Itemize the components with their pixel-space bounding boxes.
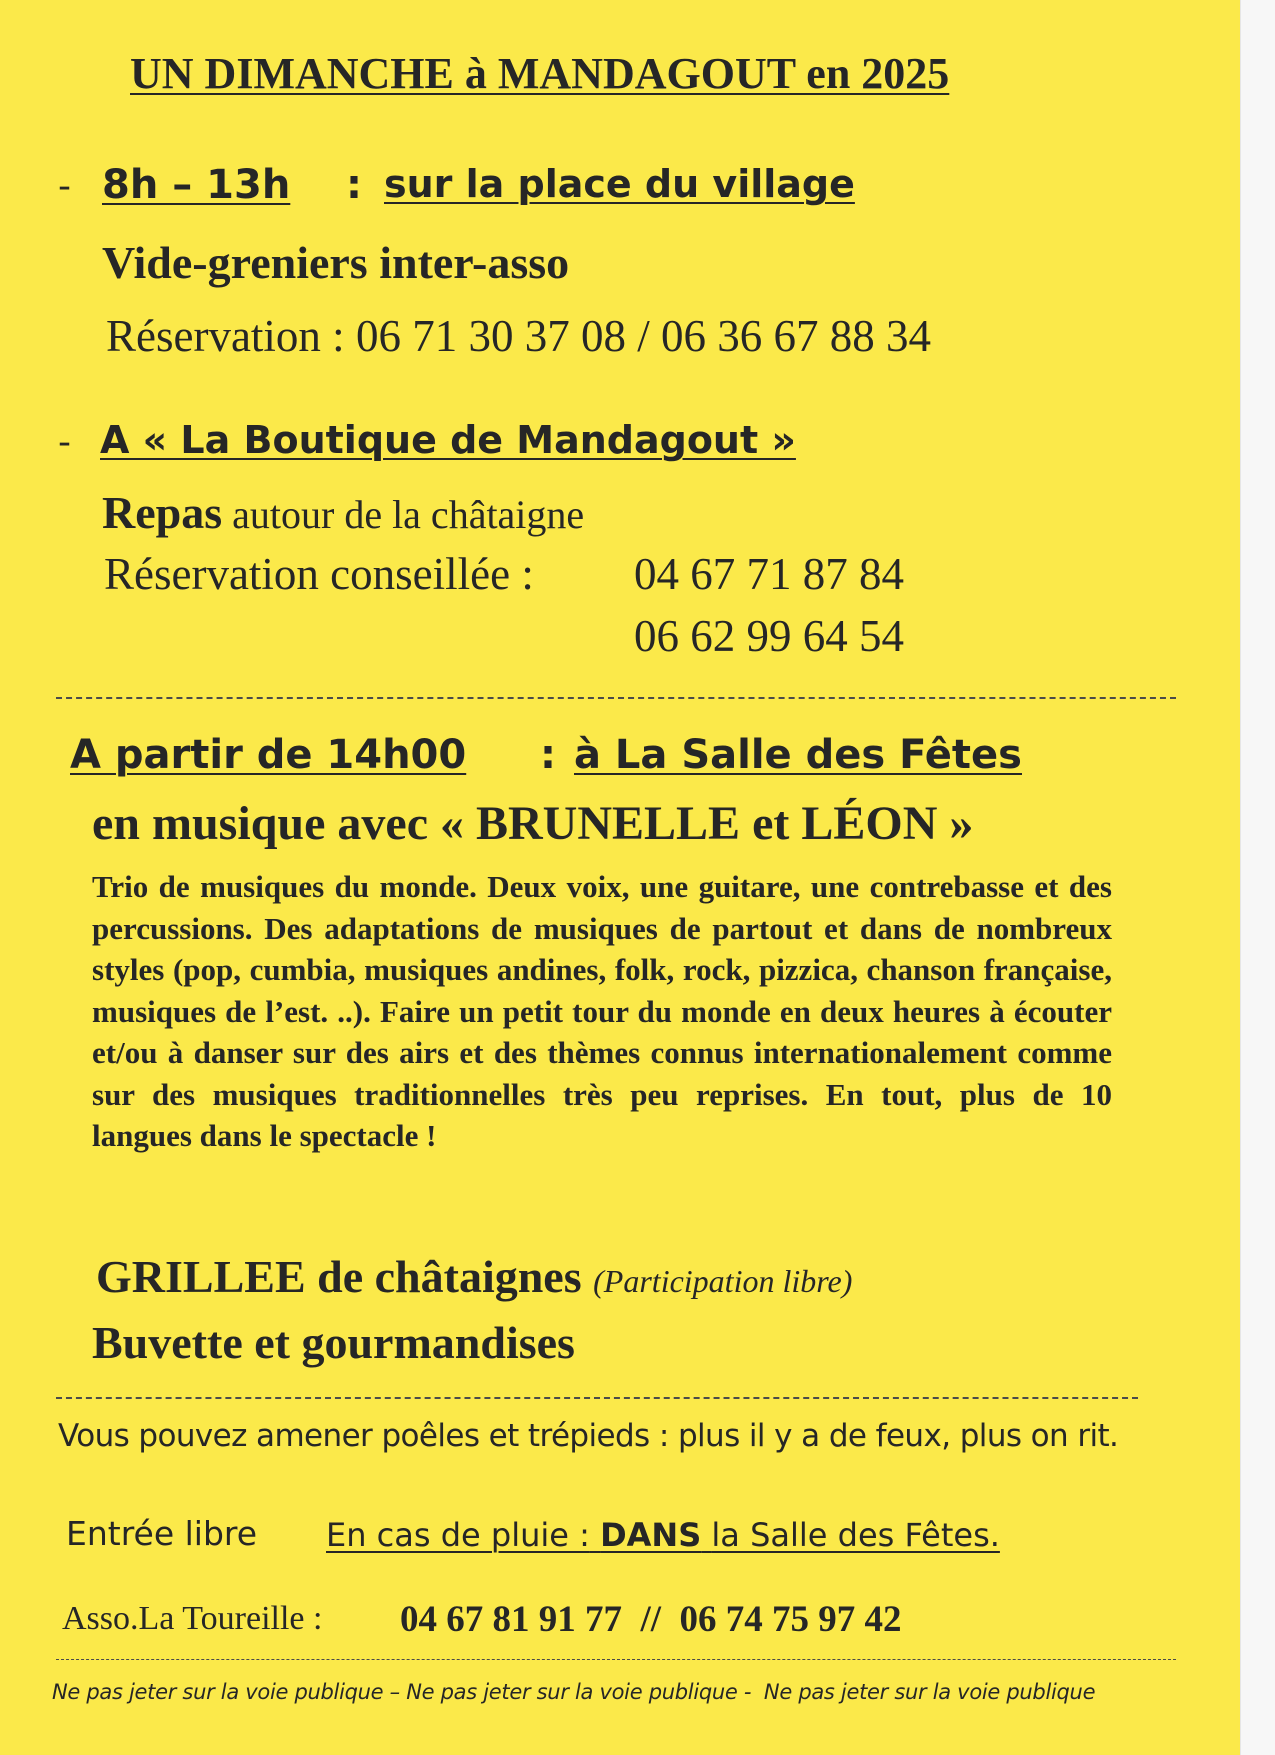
entry-free: Entrée libre	[66, 1514, 258, 1553]
band-description: Trio de musiques du monde. Deux voix, une guitare, une contrebasse et des percussions. Des adaptations de musiques de partout et dans de nombreux styles (pop, cumbia, musiques andines, folk, rock, pizzica, chanson française, musiques de l’est. ..). Faire un petit tour du monde en deux heures à écouter et/ou à danser sur des airs et des thèmes connus internationalement comme sur des musiques traditionnelles très peu reprises. En tout, plus de 10 langues dans le spectacle !	[92, 869, 1112, 1153]
disclaimer: Ne pas jeter sur la voie publique – Ne pas jeter sur la voie publique - Ne pas jeter sur la voie publique	[52, 1680, 1096, 1704]
shop-meal-rest: autour de la châtaigne	[232, 492, 585, 537]
shop-meal-bold: Repas	[102, 487, 223, 538]
rain-place: la Salle des Fêtes.	[711, 1516, 1000, 1554]
bring-note: Vous pouvez amener poêles et trépieds : plus il y a de feux, plus on rit.	[58, 1418, 1119, 1454]
morning-time: 8h – 13h	[102, 162, 291, 208]
grill-label: GRILLEE de châtaignes	[96, 1251, 582, 1302]
asso-label: Asso.La Toureille :	[62, 1600, 323, 1637]
section-divider	[56, 697, 1176, 699]
flyer-title: UN DIMANCHE à MANDAGOUT en 2025	[130, 49, 950, 98]
afternoon-colon: :	[540, 732, 556, 778]
rain-notice	[326, 1516, 1000, 1554]
rain-dans: DANS	[600, 1516, 702, 1554]
morning-colon: :	[346, 162, 362, 208]
bullet-dash: -	[58, 422, 71, 463]
section-divider	[56, 1659, 1176, 1660]
afternoon-music: en musique avec « BRUNELLE et LÉON »	[92, 797, 974, 850]
bar-line: Buvette et gourmandises	[92, 1317, 575, 1368]
morning-event: Vide-greniers inter-asso	[102, 237, 570, 288]
shop-venue: A « La Boutique de Mandagout »	[100, 418, 796, 462]
grill-note: (Participation libre)	[593, 1263, 853, 1299]
asso-phones: 04 67 81 91 77 // 06 74 75 97 42	[400, 1599, 902, 1640]
bullet-dash: -	[58, 166, 71, 207]
shop-reservation-label: Réservation conseillée :	[104, 549, 534, 599]
section-divider	[56, 1397, 1138, 1399]
shop-phone-2: 06 62 99 64 54	[634, 611, 904, 661]
afternoon-time: A partir de 14h00	[70, 732, 467, 778]
shop-phone-1: 04 67 71 87 84	[634, 549, 904, 599]
morning-place: sur la place du village	[384, 162, 855, 206]
afternoon-place: à La Salle des Fêtes	[574, 732, 1022, 778]
morning-reservation: Réservation : 06 71 30 37 08 / 06 36 67 88 34	[106, 311, 931, 361]
shop-meal	[102, 486, 584, 539]
grill-line	[96, 1250, 852, 1303]
rain-label: En cas de pluie :	[326, 1516, 590, 1554]
scan-margin	[1240, 0, 1275, 1755]
